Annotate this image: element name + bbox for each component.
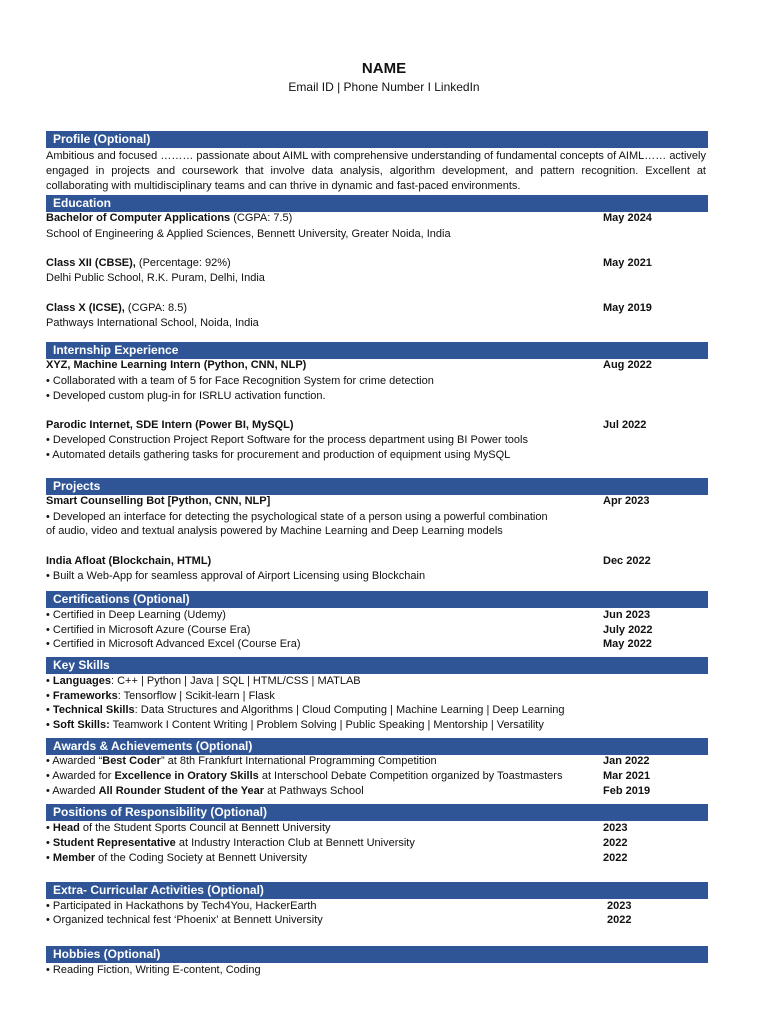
position-item: • Head of the Student Sports Council at Bennett University bbox=[46, 822, 331, 834]
certification-date: Jun 2023 bbox=[603, 609, 651, 621]
extracurricular-item: • Organized technical fest ‘Phoenix’ at Bennett University bbox=[46, 914, 323, 926]
certification-date: May 2022 bbox=[603, 638, 652, 650]
section-header-internship: Internship Experience bbox=[46, 342, 708, 359]
award-item: • Awarded for Excellence in Oratory Skills at Interschool Debate Competition organized by Toastmasters bbox=[46, 770, 563, 782]
section-header-positions: Positions of Responsibility (Optional) bbox=[46, 804, 708, 821]
extracurricular-date: 2023 bbox=[607, 900, 632, 912]
award-date: Mar 2021 bbox=[603, 770, 651, 782]
education-entry-degree: Bachelor of Computer Applications (CGPA: 7.5) bbox=[46, 212, 293, 224]
skill-line: • Frameworks: Tensorflow | Scikit-learn | Flask bbox=[46, 690, 275, 702]
project-name: India Afloat (Blockchain, HTML) bbox=[46, 555, 212, 567]
extracurricular-item: • Participated in Hackathons by Tech4You, HackerEarth bbox=[46, 900, 317, 912]
resume-name: NAME bbox=[361, 60, 407, 77]
skill-line: • Languages: C++ | Python | Java | SQL | HTML/CSS | MATLAB bbox=[46, 675, 361, 687]
internship-point: • Collaborated with a team of 5 for Face Recognition System for crime detection bbox=[46, 375, 434, 387]
hobby-item: • Reading Fiction, Writing E-content, Coding bbox=[46, 964, 261, 976]
project-date: Apr 2023 bbox=[603, 495, 650, 507]
project-point: of audio, video and textual analysis powered by Machine Learning and Deep Learning models bbox=[46, 525, 503, 537]
position-item: • Student Representative at Industry Interaction Club at Bennett University bbox=[46, 837, 415, 849]
contact-line: Email ID | Phone Number I LinkedIn bbox=[288, 80, 480, 94]
project-name: Smart Counselling Bot [Python, CNN, NLP] bbox=[46, 495, 271, 507]
award-item: • Awarded All Rounder Student of the Year at Pathways School bbox=[46, 785, 364, 797]
position-date: 2023 bbox=[603, 822, 628, 834]
section-header-awards: Awards & Achievements (Optional) bbox=[46, 738, 708, 755]
certification-item: • Certified in Deep Learning (Udemy) bbox=[46, 609, 226, 621]
certification-item: • Certified in Microsoft Azure (Course Era) bbox=[46, 624, 251, 636]
education-entry-school: Delhi Public School, R.K. Puram, Delhi, India bbox=[46, 272, 265, 284]
internship-role: Parodic Internet, SDE Intern (Power BI, MySQL) bbox=[46, 419, 294, 431]
education-entry-school: School of Engineering & Applied Sciences, Bennett University, Greater Noida, India bbox=[46, 228, 451, 240]
education-entry-date: May 2024 bbox=[603, 212, 652, 224]
section-header-education: Education bbox=[46, 195, 708, 212]
position-item: • Member of the Coding Society at Bennett University bbox=[46, 852, 308, 864]
skill-line: • Soft Skills: Teamwork I Content Writing | Problem Solving | Public Speaking | Mentorship | Versatility bbox=[46, 719, 544, 731]
education-entry-date: May 2021 bbox=[603, 257, 652, 269]
certification-item: • Certified in Microsoft Advanced Excel (Course Era) bbox=[46, 638, 301, 650]
internship-point: • Developed custom plug-in for ISRLU activation function. bbox=[46, 390, 326, 402]
project-point: • Developed an interface for detecting the psychological state of a person using a powerful combination bbox=[46, 511, 548, 523]
section-header-certifications: Certifications (Optional) bbox=[46, 591, 708, 608]
education-entry-date: May 2019 bbox=[603, 302, 652, 314]
internship-point: • Developed Construction Project Report Software for the process department using BI Power tools bbox=[46, 434, 528, 446]
education-entry-school: Pathways International School, Noida, India bbox=[46, 317, 259, 329]
internship-point: • Automated details gathering tasks for procurement and production of equipment using MySQL bbox=[46, 449, 511, 461]
award-date: Feb 2019 bbox=[603, 785, 651, 797]
internship-date: Aug 2022 bbox=[603, 359, 652, 371]
education-entry-degree: Class X (ICSE), (CGPA: 8.5) bbox=[46, 302, 188, 314]
section-header-extracurricular: Extra- Curricular Activities (Optional) bbox=[46, 882, 708, 899]
project-date: Dec 2022 bbox=[603, 555, 651, 567]
section-header-hobbies: Hobbies (Optional) bbox=[46, 946, 708, 963]
internship-date: Jul 2022 bbox=[603, 419, 647, 431]
skill-line: • Technical Skills: Data Structures and Algorithms | Cloud Computing | Machine Learning | Deep Learning bbox=[46, 704, 565, 716]
education-entry-degree: Class XII (CBSE), (Percentage: 92%) bbox=[46, 257, 231, 269]
section-header-profile: Profile (Optional) bbox=[46, 131, 708, 148]
certification-date: July 2022 bbox=[603, 624, 653, 636]
extracurricular-date: 2022 bbox=[607, 914, 632, 926]
position-date: 2022 bbox=[603, 837, 628, 849]
award-date: Jan 2022 bbox=[603, 755, 650, 767]
section-header-skills: Key Skills bbox=[46, 657, 708, 674]
section-header-projects: Projects bbox=[46, 478, 708, 495]
profile-text: Ambitious and focused ……… passionate about AIML with comprehensive understanding of fundamental concepts of AIML…… actively engaged in projects and coursework that involve data analysis, algorithm development, and pattern recognition. Excellent at collaborating with multidisciplinary teams and can thrive in dynamic and fast-paced environments. bbox=[46, 150, 706, 192]
position-date: 2022 bbox=[603, 852, 628, 864]
award-item: • Awarded “Best Coder” at 8th Frankfurt International Programming Competition bbox=[46, 755, 437, 767]
internship-role: XYZ, Machine Learning Intern (Python, CNN, NLP) bbox=[46, 359, 307, 371]
project-point: • Built a Web-App for seamless approval of Airport Licensing using Blockchain bbox=[46, 570, 426, 582]
